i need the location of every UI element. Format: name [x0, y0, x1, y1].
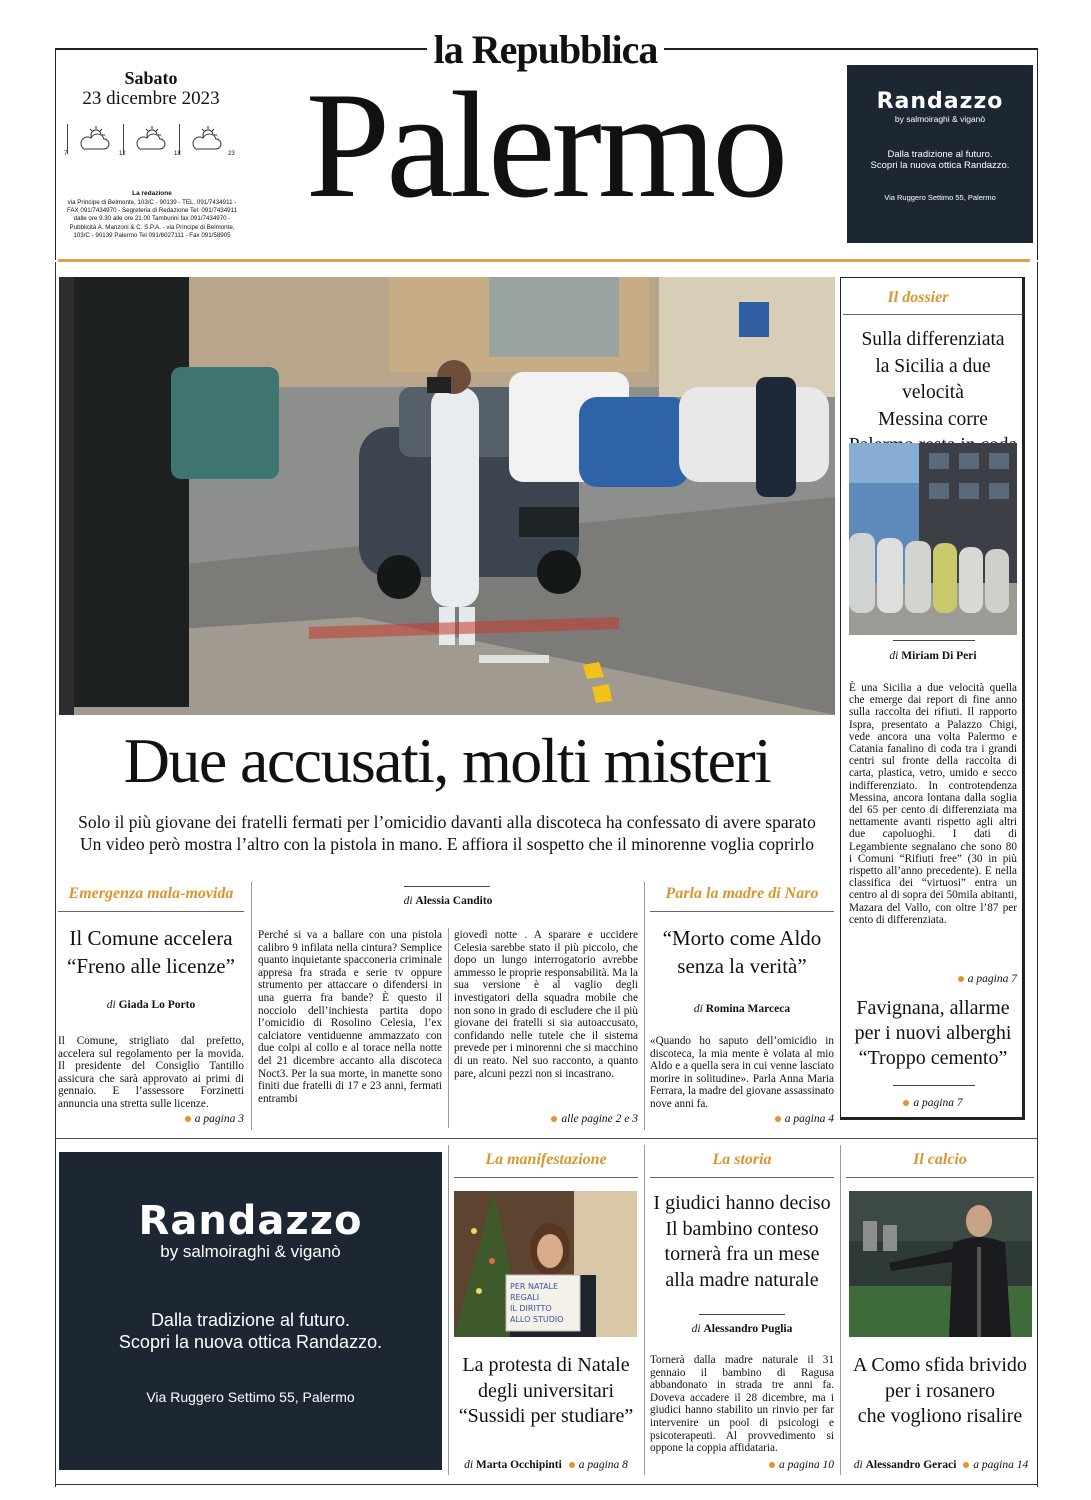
pageref-text: a pagina 8: [578, 1459, 628, 1471]
redazione-text: via Principe di Belmonte, 103/C - 90139 - TEL. 091/7434911 - FAX 091/7434970 - Segreteria di Redazione Tel. 091/7434911 dalle ore 9.30 alle ore 21.00 Tamburini fax 091/7434970 - Pubblicità A. Manzoni & C. S.P.A. - via Principe di Belmonte, 103/C - 90139 Palermo Tel 091/6027111 - Fax 091/58905: [66, 199, 238, 239]
storia-pageref[interactable]: [650, 1459, 834, 1471]
manifestazione-headline-line: “Sussidi per studiare”: [458, 1405, 634, 1427]
storia-byline-rule: [699, 1314, 785, 1315]
waste-bins-image: [849, 443, 1017, 635]
storia-byline: [650, 1323, 834, 1335]
madre-story-byline: [650, 1003, 834, 1015]
pageref-text: a pagina 7: [967, 973, 1017, 985]
main-deck-line1: Solo il più giovane dei fratelli fermati per l’omicidio davanti alla discoteca ha confessato di avere sparato: [78, 812, 816, 832]
madre-story-body: «Quando ho saputo dell’omicidio in discoteca, la mia mente è volata al mio Aldo e a quella sera in cui venne lasciato morire in solitudine». Parla Anna Maria Ferrara, la madre del giovane assassinato nove anni fa.: [650, 1035, 834, 1110]
calcio-headline-line: A Como sfida brivido: [853, 1354, 1027, 1376]
byline-prefix: di: [889, 650, 899, 662]
manifestazione-headline: [454, 1353, 638, 1430]
byline-author: Romina Marceca: [705, 1003, 791, 1015]
calcio-headline-line: per i rosanero: [885, 1379, 995, 1402]
issue-date: 23 dicembre 2023: [82, 88, 220, 109]
sun-cloud-icon: [190, 125, 224, 153]
ad-line2: Scopri la nuova ottica Randazzo.: [118, 1332, 383, 1352]
dossier-byline: [843, 650, 1023, 662]
ad-address: Via Ruggero Settimo 55, Palermo: [884, 193, 996, 202]
sign-text: IL DIRITTO: [510, 1304, 552, 1313]
weather-temp: 23: [228, 151, 235, 157]
ad-line2: Scopri la nuova ottica Randazzo.: [870, 160, 1010, 171]
ad-bottom[interactable]: [59, 1152, 442, 1470]
madre-story-kicker: Parla la madre di Naro: [665, 885, 819, 902]
bullet-dot-icon: [185, 1116, 191, 1122]
favignana-rule: [893, 1085, 975, 1086]
storia-headline-line: I giudici hanno deciso: [653, 1192, 831, 1214]
favignana-headline-line: per i nuovi alberghi: [854, 1022, 1012, 1044]
calcio-headline: [846, 1353, 1034, 1430]
ad-line1: Dalla tradizione al futuro.: [887, 149, 993, 160]
dossier-kicker-rule: [843, 314, 1023, 315]
left-story-kicker-rule: [58, 911, 244, 912]
storia-kicker: La storia: [712, 1151, 772, 1168]
main-article-col1: Perché si va a ballare con una pistola calibro 9 infilata nella cintura? Semplice quanto inquietante spacconeria criminale appresa fra strada e serie tv oppure strumento per attaccare o difendersi in una guerra fra bande? È questo il nocciolo dell’inchiesta partita dopo l’omicidio di Rosolino Celesia, l’ex calciatore ventiduenne ammazzato con due colpi al collo e al torace nella notte del 21 dicembre accanto alla discoteca Noct3. Per la sua morte, in manette sono finiti due fratelli di 17 e 23 anni, fermati entrambi: [258, 929, 442, 1105]
sign-text: REGALI: [510, 1293, 540, 1302]
weather-temp: 12: [119, 151, 126, 157]
frame-right: [1037, 48, 1038, 260]
column-divider: [840, 1145, 841, 1475]
dossier-headline: [843, 327, 1023, 460]
ad-sub: by salmoiraghi & viganò: [894, 114, 986, 124]
weather-divider: [123, 124, 124, 154]
frame-right-lower: [1037, 262, 1038, 1487]
main-pageref[interactable]: [454, 1113, 638, 1125]
sun-cloud-icon: [78, 125, 112, 153]
dossier-byline-rule: [893, 640, 975, 641]
bullet-dot-icon: [775, 1116, 781, 1122]
ad-sub: by salmoiraghi & viganò: [160, 1242, 341, 1261]
byline-prefix: di: [403, 895, 413, 907]
storia-headline-line: Il bambino conteso: [665, 1217, 819, 1240]
byline-author: Alessia Candito: [415, 895, 493, 907]
left-story-byline: [58, 999, 244, 1011]
main-byline-rule: [404, 886, 490, 887]
weather-divider: [67, 124, 68, 154]
storia-kicker-rule: [650, 1177, 834, 1178]
edition-title: Palermo: [305, 61, 785, 229]
dossier-body: È una Sicilia a due velocità quella che emerge dai report di fine anno sulla raccolta dei rifiuti. Il rapporto Ispra, presentato a Palazzo Chigi, vede ancora una volta Palermo e Catania fanalino di coda tra i grandi centri sul fronte della raccolta di carta, plastica, vetro, umido e secco indifferenziato. In controtendenza Messina, ancora lontana dalla soglia del 65 per cento di differenziata ma nettamente avanti rispetto agli altri due capoluoghi. I dati di Legambiente segnalano che sono 80 i Comuni “Rifiuti free” (30 in più rispetto all’anno precedente). E nella classifica dei “virtuosi” entra un centro al di sopra dei 50mila abitanti, Mazara del Vallo, con oltre l’87 per cento di differenziata.: [849, 682, 1017, 926]
pageref-text: a pagina 3: [194, 1113, 244, 1125]
frame-bottom: [55, 1484, 1038, 1485]
bullet-dot-icon: [963, 1462, 969, 1468]
column-divider: [448, 928, 449, 1128]
madre-story-pageref[interactable]: [650, 1113, 834, 1125]
manifestazione-headline-line: La protesta di Natale: [462, 1354, 630, 1376]
favignana-headline-line: Favignana, allarme: [856, 997, 1010, 1019]
calcio-byline[interactable]: [846, 1459, 1036, 1471]
manifestazione-headline-line: degli universitari: [477, 1379, 615, 1402]
left-story-headline: [58, 924, 244, 980]
byline-author: Marta Occhipinti: [475, 1459, 562, 1471]
waste-bins-photo: [849, 443, 1017, 635]
column-divider: [644, 1145, 645, 1475]
bullet-dot-icon: [958, 976, 964, 982]
dossier-headline-line: la Sicilia a due velocità: [875, 355, 991, 403]
issue-day: Sabato: [124, 68, 178, 88]
brand-name: la Repubblica: [433, 27, 658, 72]
byline-prefix: di: [853, 1459, 863, 1471]
storia-headline-line: alla madre naturale: [665, 1268, 819, 1291]
favignana-pageref[interactable]: [843, 1097, 1023, 1109]
favignana-headline-line: “Troppo cemento”: [858, 1047, 1008, 1069]
weather-temp: 18: [174, 151, 181, 157]
calcio-kicker: Il calcio: [913, 1151, 967, 1168]
dossier-headline-line: Sulla differenziata: [861, 329, 1005, 350]
bullet-dot-icon: [569, 1462, 575, 1468]
weather-divider: [179, 124, 180, 154]
frame-left: [55, 48, 56, 260]
manifestazione-kicker: La manifestazione: [485, 1151, 607, 1168]
pageref-text: a pagina 14: [973, 1459, 1029, 1471]
pageref-text: a pagina 4: [784, 1113, 834, 1125]
byline-prefix: di: [106, 999, 116, 1011]
byline-prefix: di: [691, 1323, 701, 1335]
byline-author: Miriam Di Peri: [901, 650, 977, 662]
left-story-body: Il Comune, strigliato dal prefetto, accelera sul regolamento per la movida. Il presidente del Consiglio Tantillo assicura che sarà approvato ai primi di gennaio. E l’assessore Forzinetti annuncia una stretta sulle licenze.: [58, 1035, 244, 1110]
bullet-dot-icon: [551, 1116, 557, 1122]
byline-author: Giada Lo Porto: [118, 999, 196, 1011]
frame-left-lower: [55, 262, 56, 1487]
left-story-headline-line: Il Comune accelera: [69, 926, 233, 950]
ad-address: Via Ruggero Settimo 55, Palermo: [146, 1389, 355, 1405]
coach-image: [849, 1191, 1032, 1337]
column-divider: [251, 882, 252, 1130]
byline-author: Alessandro Geraci: [865, 1459, 957, 1471]
madre-story-headline-line: “Morto come Aldo: [662, 926, 822, 950]
redazione-title: La redazione: [132, 190, 172, 197]
storia-headline: [650, 1191, 834, 1293]
protest-photo: [454, 1191, 637, 1337]
column-divider: [644, 882, 645, 1130]
madre-story-kicker-rule: [650, 911, 834, 912]
ad-brand: Randazzo: [138, 1198, 363, 1244]
masthead-top-rule-right: [664, 48, 1038, 50]
ad-brand: Randazzo: [876, 89, 1004, 114]
main-article-col2: giovedì notte . A sparare e uccidere Celesia sarebbe stato il più piccolo, che dopo un lungo interrogatorio avrebbe ammesso le proprie responsabilità. Ma la sua versione è al vaglio degli investigatori della squadra mobile che non sono in grado di escludere che il più giovane dei fratelli si sia autoaccusato, confidando nelle tutele che il sistema prevede per i minorenni che si macchino di un reato. Nel suo racconto, a quanto pare, alcuni pezzi non si incastrano.: [454, 929, 638, 1080]
pageref-text: a pagina 10: [779, 1459, 834, 1471]
pageref-text: alle pagine 2 e 3: [561, 1113, 638, 1125]
dossier-pageref[interactable]: [849, 973, 1017, 985]
manifestazione-kicker-rule: [454, 1177, 638, 1178]
byline-prefix: di: [464, 1459, 474, 1471]
column-divider: [448, 1145, 449, 1475]
left-story-kicker: Emergenza mala-movida: [68, 885, 234, 902]
ad-line1: Dalla tradizione al futuro.: [150, 1310, 351, 1330]
calcio-headline-line: che vogliono risalire: [857, 1405, 1023, 1427]
sign-text: ALLO STUDIO: [510, 1315, 564, 1324]
manifestazione-byline[interactable]: [454, 1459, 638, 1471]
left-story-pageref[interactable]: [58, 1113, 244, 1125]
dossier-headline-line: Messina corre: [878, 408, 988, 430]
madre-story-headline: [650, 924, 834, 980]
main-headline: Due accusati, molti misteri: [123, 725, 771, 796]
sign-text: PER NATALE: [510, 1282, 559, 1291]
byline-prefix: di: [693, 1003, 703, 1015]
weather-temp: 7: [64, 151, 68, 157]
weather-strip: [62, 122, 242, 162]
crime-scene-photo: [59, 277, 835, 715]
favignana-headline: [843, 996, 1023, 1071]
ad-top[interactable]: [847, 65, 1033, 243]
left-story-headline-line: “Freno alle licenze”: [67, 954, 235, 978]
masthead-orange-rule: [58, 259, 1030, 262]
masthead-top-rule-left: [55, 48, 427, 50]
bullet-dot-icon: [769, 1462, 775, 1468]
main-byline: [258, 895, 638, 907]
protest-image: [454, 1191, 637, 1337]
storia-headline-line: tornerà fra un mese: [664, 1243, 820, 1265]
crime-scene-image: [59, 277, 835, 715]
calcio-kicker-rule: [846, 1177, 1034, 1178]
pageref-text: a pagina 7: [913, 1097, 963, 1109]
sun-cloud-icon: [134, 125, 168, 153]
main-deck-line2: Un video però mostra l’altro con la pistola in mano. E affiora il sospetto che il minorenne voglia coprirlo: [79, 834, 814, 854]
coach-photo: [849, 1191, 1032, 1337]
section-divider: [55, 1138, 1038, 1139]
storia-body: Tornerà dalla madre naturale il 31 gennaio il bambino di Ragusa abbandonato in strada tre anni fa. Doveva accadere il 28 dicembre, ma i giudici hanno stabilito un rinvio per far intervenire un pool di psicologi e psicoterapeuti. Al provvedimento si oppone la coppia affidataria.: [650, 1354, 834, 1455]
bullet-dot-icon: [903, 1100, 909, 1106]
dossier-kicker: Il dossier: [887, 289, 949, 306]
byline-author: Alessandro Puglia: [703, 1323, 793, 1335]
madre-story-headline-line: senza la verità”: [677, 954, 807, 978]
